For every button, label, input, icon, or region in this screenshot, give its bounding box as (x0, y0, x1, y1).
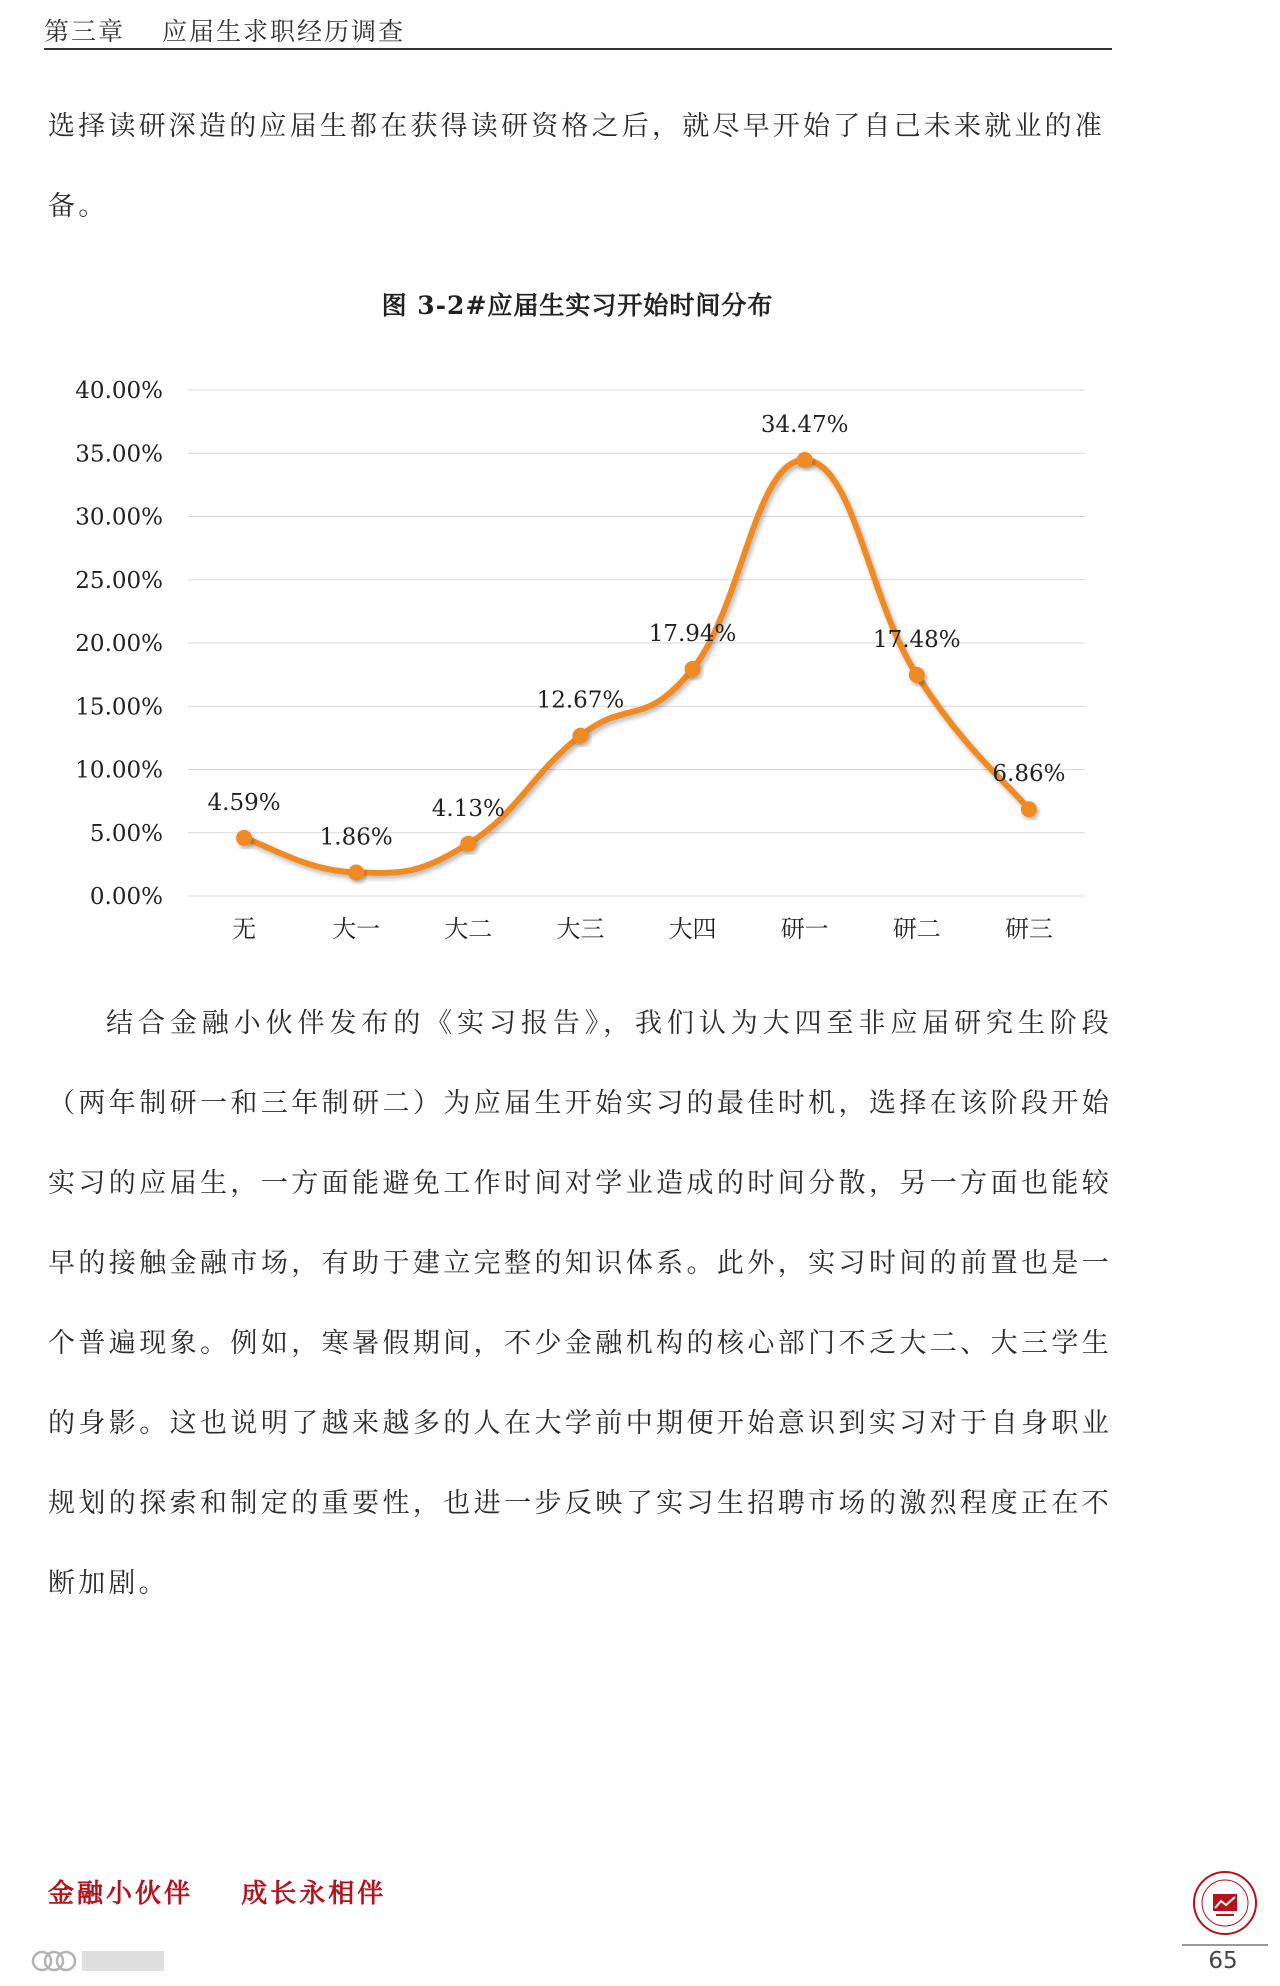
x-tick-label: 大三 (556, 915, 605, 943)
data-label: 12.67% (536, 687, 625, 714)
body-paragraph (48, 984, 1112, 1624)
chapter-label: 第三章 (44, 17, 126, 46)
data-label: 34.47% (760, 411, 849, 438)
y-tick-label: 25.00% (75, 567, 163, 594)
x-tick-label: 大二 (444, 915, 493, 943)
y-tick-label: 5.00% (89, 820, 163, 847)
series-line (244, 460, 1029, 873)
page-header (44, 8, 1112, 50)
intro-line: 备。 (48, 191, 109, 222)
line-chart (0, 360, 1155, 960)
data-point (572, 728, 588, 744)
data-point (460, 836, 476, 852)
data-label: 17.48% (872, 626, 961, 653)
y-tick-label: 30.00% (75, 504, 163, 531)
data-label: 4.59% (207, 789, 281, 816)
seal-logo (1192, 1870, 1258, 1936)
page-number: 65 (1208, 1948, 1238, 1974)
y-tick-label: 0.00% (89, 884, 163, 910)
data-point (348, 864, 364, 880)
x-tick-label: 大四 (668, 915, 717, 943)
y-tick-label: 20.00% (75, 631, 163, 657)
y-tick-label: 35.00% (75, 441, 163, 468)
watermark (30, 1945, 170, 1977)
data-point (685, 661, 701, 677)
data-point (1021, 801, 1037, 817)
intro-paragraph (48, 87, 1112, 247)
footer-slogan: 金融小伙伴 成长永相伴 (48, 1879, 387, 1909)
data-label: 4.13% (431, 795, 505, 822)
data-label: 1.86% (319, 824, 393, 851)
y-tick-label: 15.00% (75, 694, 163, 721)
x-tick-label: 大一 (332, 915, 381, 943)
chart-data-labels (208, 412, 1066, 851)
x-tick-label: 研三 (1004, 915, 1053, 943)
y-axis-ticks (75, 378, 163, 910)
intro-line: 选择读研深造的应届生都在获得读研资格之后，就尽早开始了自己未来就业的准 (48, 111, 1105, 142)
y-tick-label: 40.00% (75, 378, 163, 404)
data-label: 17.94% (648, 621, 737, 648)
x-tick-label: 无 (232, 915, 257, 943)
chart-title: 图 3-2#应届生实习开始时间分布 (381, 291, 774, 320)
data-point (797, 452, 813, 468)
x-tick-label: 研一 (780, 915, 829, 943)
chapter-title: 应届生求职经历调查 (162, 17, 406, 46)
watermark-logo-icon (30, 1945, 170, 1977)
x-axis-ticks (232, 915, 1053, 943)
data-point (236, 830, 252, 846)
data-point (909, 667, 925, 683)
body-text: 结合金融小伙伴发布的《实习报告》，我们认为大四至非应届研究生阶段（两年制研一和三年制研二）为应届生开始实习的最佳时机，选择在该阶段开始实习的应届生，一方面能避免工作时间对学业造成的时间分散，另一方面也能较早的接触金融市场，有助于建立完整的知识体系。此外，实习时间的前置也是一个普遍现象。例如，寒暑假期间，不少金融机构的核心部门不乏大二、大三学生的身影。这也说明了越来越多的人在大学前中期便开始意识到实习对于自身职业规划的探索和制定的重要性，也进一步反映了实习生招聘市场的激烈程度正在不断加剧。 (48, 1008, 1112, 1599)
data-label: 6.86% (992, 761, 1066, 788)
x-tick-label: 研二 (892, 915, 941, 943)
y-tick-label: 10.00% (75, 757, 163, 784)
footer-rule (1182, 1944, 1268, 1946)
